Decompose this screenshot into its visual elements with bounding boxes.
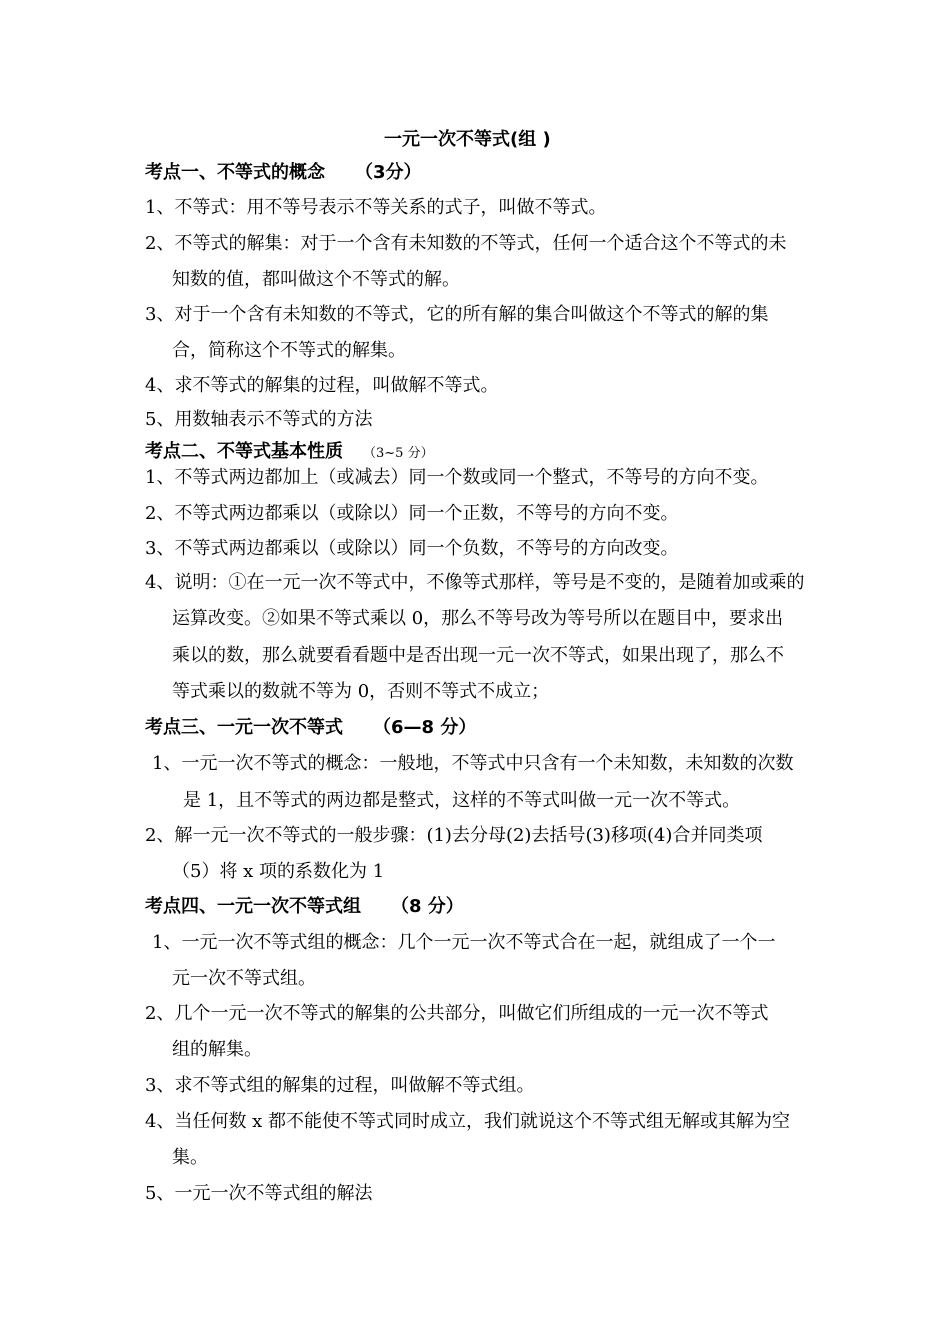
section-heading-2 [145, 440, 434, 466]
paragraph-line: 2、不等式两边都乘以（或除以）同一个正数，不等号的方向不变。 [145, 503, 679, 524]
paragraph-line: 2、几个一元一次不等式的解集的公共部分，叫做它们所组成的一元一次不等式 [145, 1003, 769, 1024]
paragraph-line: 等式乘以的数就不等为 0，否则不等式不成立； [172, 681, 550, 702]
section-heading-label: 考点二、不等式基本性质 [145, 441, 343, 462]
section-heading-4 [145, 895, 464, 919]
paragraph-line: 4、求不等式的解集的过程，叫做解不等式。 [145, 375, 499, 396]
paragraph-line: 4、说明：①在一元一次不等式中，不像等式那样，等号是不变的，是随着加或乘的 [145, 572, 805, 593]
paragraph-line: （5）将 x 项的系数化为 1 [172, 861, 385, 882]
paragraph-line: 3、对于一个含有未知数的不等式，它的所有解的集合叫做这个不等式的解的集 [145, 304, 769, 325]
paragraph-line: 合，简称这个不等式的解集。 [172, 340, 406, 361]
section-score: （6—8 分） [373, 717, 477, 738]
section-score: （8 分） [391, 896, 464, 917]
paragraph-line: 5、用数轴表示不等式的方法 [145, 409, 373, 430]
paragraph-line: 2、不等式的解集：对于一个含有未知数的不等式，任何一个适合这个不等式的未 [145, 233, 787, 254]
paragraph-line: 运算改变。②如果不等式乘以 0，那么不等号改为等号所以在题目中，要求出 [172, 608, 784, 629]
paragraph-line: 是 1，且不等式的两边都是整式，这样的不等式叫做一元一次不等式。 [183, 790, 741, 811]
paragraph-line: 知数的值，都叫做这个不等式的解。 [172, 269, 460, 290]
paragraph-line: 1、不等式：用不等号表示不等关系的式子，叫做不等式。 [145, 197, 607, 218]
paragraph-line: 组的解集。 [172, 1039, 262, 1060]
paragraph-line: 3、不等式两边都乘以（或除以）同一个负数，不等号的方向改变。 [145, 538, 679, 559]
paragraph-line: 2、解一元一次不等式的一般步骤：(1)去分母(2)去括号(3)移项(4)合并同类项 [145, 825, 763, 846]
paragraph-line: 4、当任何数 x 都不能使不等式同时成立，我们就说这个不等式组无解或其解为空 [145, 1111, 791, 1132]
section-heading-label: 考点四、一元一次不等式组 [145, 896, 361, 917]
section-score: （3~5 分） [363, 446, 434, 461]
paragraph-line: 集。 [172, 1147, 208, 1168]
section-heading-label: 考点三、一元一次不等式 [145, 717, 343, 738]
paragraph-line: 5、一元一次不等式组的解法 [145, 1183, 373, 1204]
paragraph-line: 乘以的数，那么就要看看题中是否出现一元一次不等式，如果出现了，那么不 [172, 645, 784, 666]
section-heading-label: 考点一、不等式的概念 [145, 162, 325, 183]
section-heading-3 [145, 716, 476, 740]
section-heading-1 [145, 161, 422, 185]
paragraph-line: 1、一元一次不等式的概念：一般地，不等式中只含有一个未知数，未知数的次数 [152, 753, 794, 774]
paragraph-line: 1、一元一次不等式组的概念：几个一元一次不等式合在一起，就组成了一个一 [152, 932, 776, 953]
section-score: （3分） [355, 162, 422, 183]
paragraph-line: 3、求不等式组的解集的过程，叫做解不等式组。 [145, 1075, 535, 1096]
paragraph-line: 元一次不等式组。 [172, 968, 316, 989]
page-title: 一元一次不等式(组 ) [384, 129, 551, 150]
paragraph-line: 1、不等式两边都加上（或减去）同一个数或同一个整式，不等号的方向不变。 [145, 467, 769, 488]
